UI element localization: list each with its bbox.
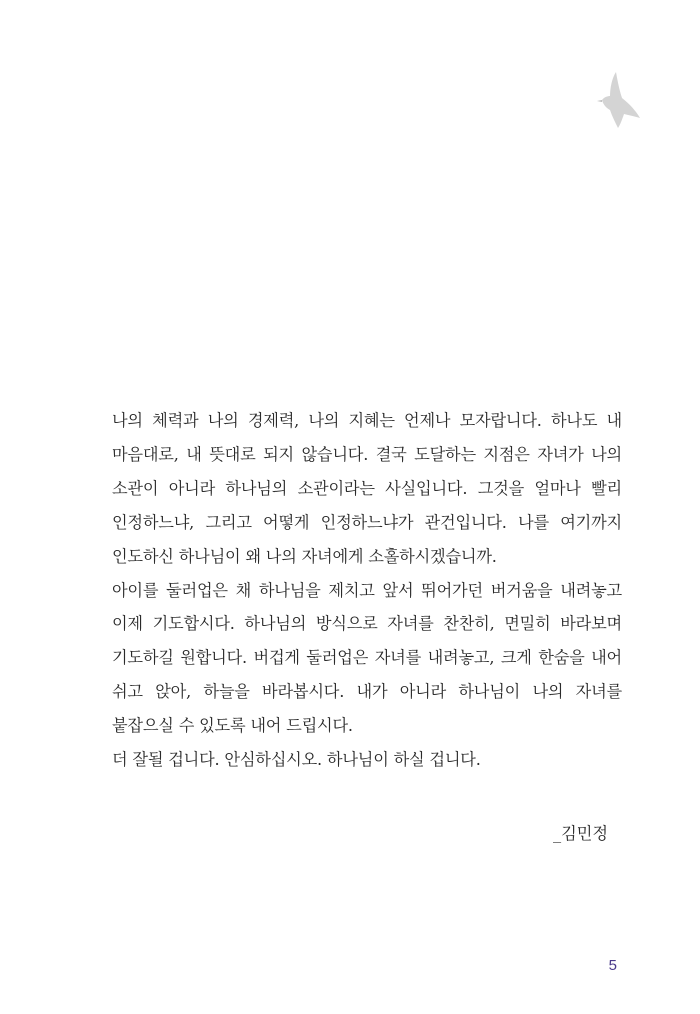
paragraph-1: 나의 체력과 나의 경제력, 나의 지혜는 언제나 모자랍니다. 하나도 내 마음대로, 내 뜻대로 되지 않습니다. 결국 도달하는 지점은 자녀가 나의 소관이 아니라 하나님의 소관이라는 사실입니다. 그것을 얼마나 빨리 인정하느냐, 그리고 어떻게 인정하느냐가 관건입니다. 나를 여기까지 인도하신 하나님이 왜 나의 자녀에게 소홀하시겠습니까.	[112, 411, 622, 566]
dove-icon	[596, 70, 642, 130]
author-signature: _김민정	[552, 824, 608, 843]
body-text	[112, 404, 622, 777]
paragraph-3: 더 잘될 겁니다. 안심하십시오. 하나님이 하실 겁니다.	[112, 750, 481, 770]
page-number: 5	[608, 957, 617, 974]
paragraph-2: 아이를 둘러업은 채 하나님을 제치고 앞서 뛰어가던 버거움을 내려놓고 이제 기도합시다. 하나님의 방식으로 자녀를 찬찬히, 면밀히 바라보며 기도하길 원합니다. 버겁게 둘러업은 자녀를 내려놓고, 크게 한숨을 내어 쉬고 앉아, 하늘을 바라봅시다. 내가 아니라 하나님이 나의 자녀를 붙잡으실 수 있도록 내어 드립시다.	[112, 580, 622, 736]
